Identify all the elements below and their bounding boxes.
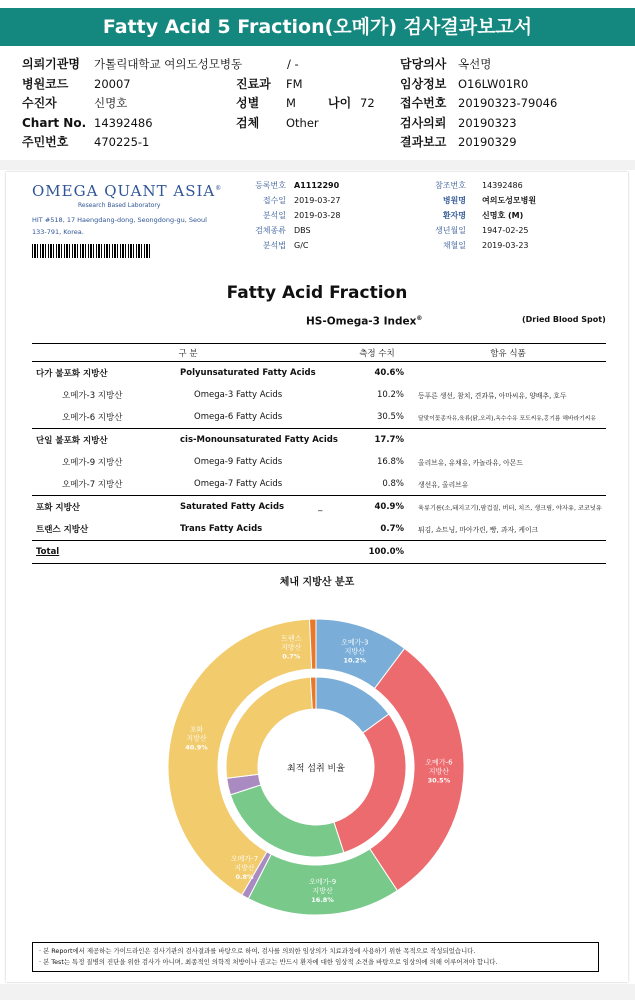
value-request-date: 20190323 (458, 115, 517, 130)
header-mid (236, 75, 375, 134)
row-en-name: Omega-6 Fatty Acids (194, 412, 283, 422)
meta-label-specimen-type: 검체종류 (255, 226, 286, 235)
label-receipt-no: 접수번호 (400, 96, 447, 110)
fatty-acid-donut-chart (156, 607, 476, 927)
value-chart-no: 14392486 (94, 115, 153, 130)
row-value: 40.9% (344, 496, 410, 519)
label-institution: 의뢰기관명 (22, 57, 80, 71)
label-report-date: 결과보고 (400, 135, 447, 149)
label-department: 진료과 (236, 76, 271, 91)
slice-value-label: 30.5% (427, 776, 451, 785)
row-en-name: Omega-9 Fatty Acids (194, 457, 283, 467)
hs-omega-registered: ® (416, 315, 423, 322)
table-header-value: 측정 수치 (344, 344, 410, 362)
slice-value-label: 10.2% (343, 656, 367, 665)
meta-label-method: 분석법 (262, 241, 286, 250)
label-clinical-info: 임상정보 (400, 76, 447, 91)
lab-logo-text: OMEGA QUANT ASIA (32, 182, 216, 200)
table-row (32, 496, 606, 519)
label-doctor: 담당의사 (400, 57, 447, 71)
notice-line: · 본 Test는 특정 질병의 진단을 위한 검사가 아니며, 최종적인 의학적 처방이나 권고는 반드시 환자에 대한 임상적 소견을 바탕으로 임상의에 의해 이루어져야 합니다. (39, 958, 498, 966)
slice-label-line2: 지방산 (344, 647, 365, 656)
row-ko-name: 오메가-9 지방산 (62, 458, 123, 468)
table-row (32, 451, 606, 473)
hs-omega-title (306, 315, 422, 328)
row-ko-name: 다가 불포화 지방산 (36, 369, 108, 379)
notice-box (32, 942, 599, 972)
row-foods: 등푸른 생선, 참치, 견과류, 아마씨유, 양배추, 호두 (418, 392, 567, 400)
meta-label-reg-no: 등록번호 (255, 181, 286, 190)
meta-label-patient-name: 환자명 (442, 211, 466, 220)
meta-value-birth-date: 1947-02-25 (482, 226, 529, 235)
slice-label: 트랜스 (281, 634, 302, 643)
slice-value-label: 0.8% (235, 873, 254, 882)
meta-label-hospital: 병원명 (442, 196, 466, 205)
row-en-name-text: Saturated Fatty Acids (180, 502, 285, 512)
barcode (32, 244, 150, 258)
meta-value-draw-date: 2019-03-23 (482, 241, 529, 250)
value-receipt-no: 20190323-79046 (458, 96, 558, 110)
meta-value-analysis-date: 2019-03-28 (294, 211, 341, 220)
meta-value-patient-name: 신명호 (M) (482, 211, 524, 220)
slice-label-line2: 지방산 (281, 643, 302, 652)
value-patient: 신명호 (94, 96, 128, 110)
slice-value-label: 0.7% (282, 652, 301, 661)
label-hospital-code: 병원코드 (22, 76, 69, 91)
value-ward: / - (287, 57, 299, 71)
slice-label: 오메가-9 (308, 877, 337, 886)
slice-label: 포화 (189, 725, 204, 734)
row-en-name: cis-Monounsaturated Fatty Acids (180, 429, 344, 452)
meta-value-receipt-date: 2019-03-27 (294, 196, 341, 205)
value-department: FM (286, 76, 303, 91)
label-patient: 수진자 (22, 96, 57, 110)
row-value: 0.8% (382, 479, 404, 489)
meta-label-birth-date: 생년월일 (435, 226, 466, 235)
row-en-name: Trans Fatty Acids (180, 524, 263, 534)
row-foods: 튀김, 쇼트닝, 마아가린, 빵, 과자, 케이크 (418, 526, 539, 534)
meta-label-ref-no: 참조번호 (435, 181, 466, 190)
table-header-foods: 함유 식품 (410, 344, 606, 362)
row-value: 30.5% (376, 412, 404, 422)
label-age: 나이 (328, 96, 352, 110)
row-ko-name: 오메가-7 지방산 (62, 480, 123, 490)
meta-value-ref-no: 14392486 (482, 181, 523, 190)
row-ko-name: 포화 지방산 (32, 496, 180, 519)
row-value: 10.2% (376, 390, 404, 400)
table-row (32, 473, 606, 496)
meta-value-hospital: 여의도성모병원 (482, 196, 537, 205)
hs-omega-title-text: HS-Omega-3 Index (306, 315, 417, 328)
meta-label-receipt-date: 접수일 (262, 196, 286, 205)
table-row (32, 362, 606, 385)
bottom-band (0, 984, 635, 1000)
value-sex: M (286, 96, 296, 110)
notice-line: · 본 Report에서 제공하는 가이드라인은 검사기관의 검사결과를 바탕으로 하여, 검사를 의뢰한 임상의가 치료과정에 사용하기 위한 목적으로 작성되었습니다. (39, 947, 476, 955)
row-value: 16.8% (376, 457, 404, 467)
row-en-name: Omega-7 Fatty Acids (194, 479, 283, 489)
report-title: Fatty Acid 5 Fraction(오메가) 검사결과보고서 (0, 8, 635, 46)
total-label: Total (32, 541, 180, 564)
center-label: 최적 섭취 비율 (287, 764, 345, 774)
row-ko-name: 오메가-3 지방산 (62, 391, 123, 401)
table-row (32, 406, 606, 429)
chart-title: 체내 지방산 분포 (279, 577, 355, 588)
row-mark: _ (318, 502, 323, 512)
slice-label-line2: 지방산 (428, 767, 450, 776)
total-empty (180, 541, 344, 564)
slice-label-line2: 지방산 (186, 734, 207, 743)
meta-value-reg-no: A1112290 (294, 181, 340, 190)
slice-label: 오메가-7 (230, 855, 259, 864)
table-row (32, 518, 606, 541)
row-ko-name: 트랜스 지방산 (36, 525, 89, 535)
separator-band (0, 160, 635, 170)
lab-logo-registered: ® (215, 185, 223, 192)
label-specimen: 검체 (236, 115, 260, 130)
label-request-date: 검사의뢰 (400, 115, 447, 130)
row-ko-name: 오메가-6 지방산 (62, 413, 123, 423)
slice-label-line2: 지방산 (312, 886, 333, 895)
row-foods (410, 362, 606, 385)
table-total-row (32, 541, 606, 564)
value-age: 72 (360, 96, 375, 110)
header-right (400, 55, 558, 153)
label-sex: 성별 (236, 96, 260, 110)
value-report-date: 20190329 (458, 135, 517, 149)
row-value: 0.7% (380, 524, 404, 534)
meta-label-analysis-date: 분석일 (262, 211, 286, 220)
total-value: 100.0% (344, 541, 410, 564)
report-sheet (6, 172, 628, 982)
lab-logo (32, 182, 222, 200)
row-en-name (180, 496, 344, 519)
row-value: 40.6% (374, 368, 404, 378)
slice-label-line2: 지방산 (234, 864, 255, 873)
fatty-acid-table (32, 343, 606, 564)
row-foods: 생선유, 올리브유 (418, 481, 469, 489)
row-foods: 달맞이꽃종자유,육류(닭,오리),옥수수유 포도씨유,홍기름 해바라기씨유 (418, 415, 596, 422)
row-foods: 육류기름(소,돼지고기),팜겁질, 버터, 치즈, 생크림, 야자유, 코코넛유 (410, 496, 606, 519)
value-doctor: 옥선명 (458, 57, 492, 71)
slice-value-label: 40.9% (185, 743, 208, 752)
dried-blood-spot-note: (Dried Blood Spot) (522, 315, 606, 324)
row-en-name: Omega-3 Fatty Acids (194, 390, 283, 400)
slice-label: 오메가-3 (341, 638, 369, 647)
meta-label-draw-date: 채혈일 (442, 241, 466, 250)
label-resident-no: 주민번호 (22, 135, 69, 149)
total-foods-empty (410, 541, 606, 564)
row-foods: 올리브유, 유채유, 카놀라유, 아몬드 (418, 459, 523, 467)
row-ko-name: 단일 불포화 지방산 (32, 429, 180, 452)
table-row (32, 384, 606, 406)
meta-value-method: G/C (294, 241, 309, 250)
label-chart-no: Chart No. (22, 115, 87, 130)
slice-value-label: 16.8% (311, 895, 334, 904)
value-institution: 가톨릭대학교 여의도성모병동 (94, 57, 243, 71)
value-specimen: Other (286, 115, 319, 130)
row-en-name: Polyunsaturated Fatty Acids (180, 368, 316, 378)
table-row (32, 429, 606, 452)
value-hospital-code: 20007 (94, 76, 131, 91)
lab-logo-subtitle: Research Based Laboratory (78, 202, 161, 209)
table-header-category: 구 분 (32, 344, 344, 362)
row-foods (410, 429, 606, 452)
value-clinical-info: O16LW01R0 (458, 76, 529, 91)
lab-address: HIT #518, 17 Haengdang-dong, Seongdong-gu, Seoul 133-791, Korea. (32, 216, 207, 236)
slice-label: 오메가-6 (425, 758, 453, 767)
meta-value-specimen-type: DBS (294, 226, 311, 235)
row-value: 17.7% (344, 429, 410, 452)
fraction-title: Fatty Acid Fraction (226, 283, 408, 303)
value-resident-no: 470225-1 (94, 135, 150, 149)
